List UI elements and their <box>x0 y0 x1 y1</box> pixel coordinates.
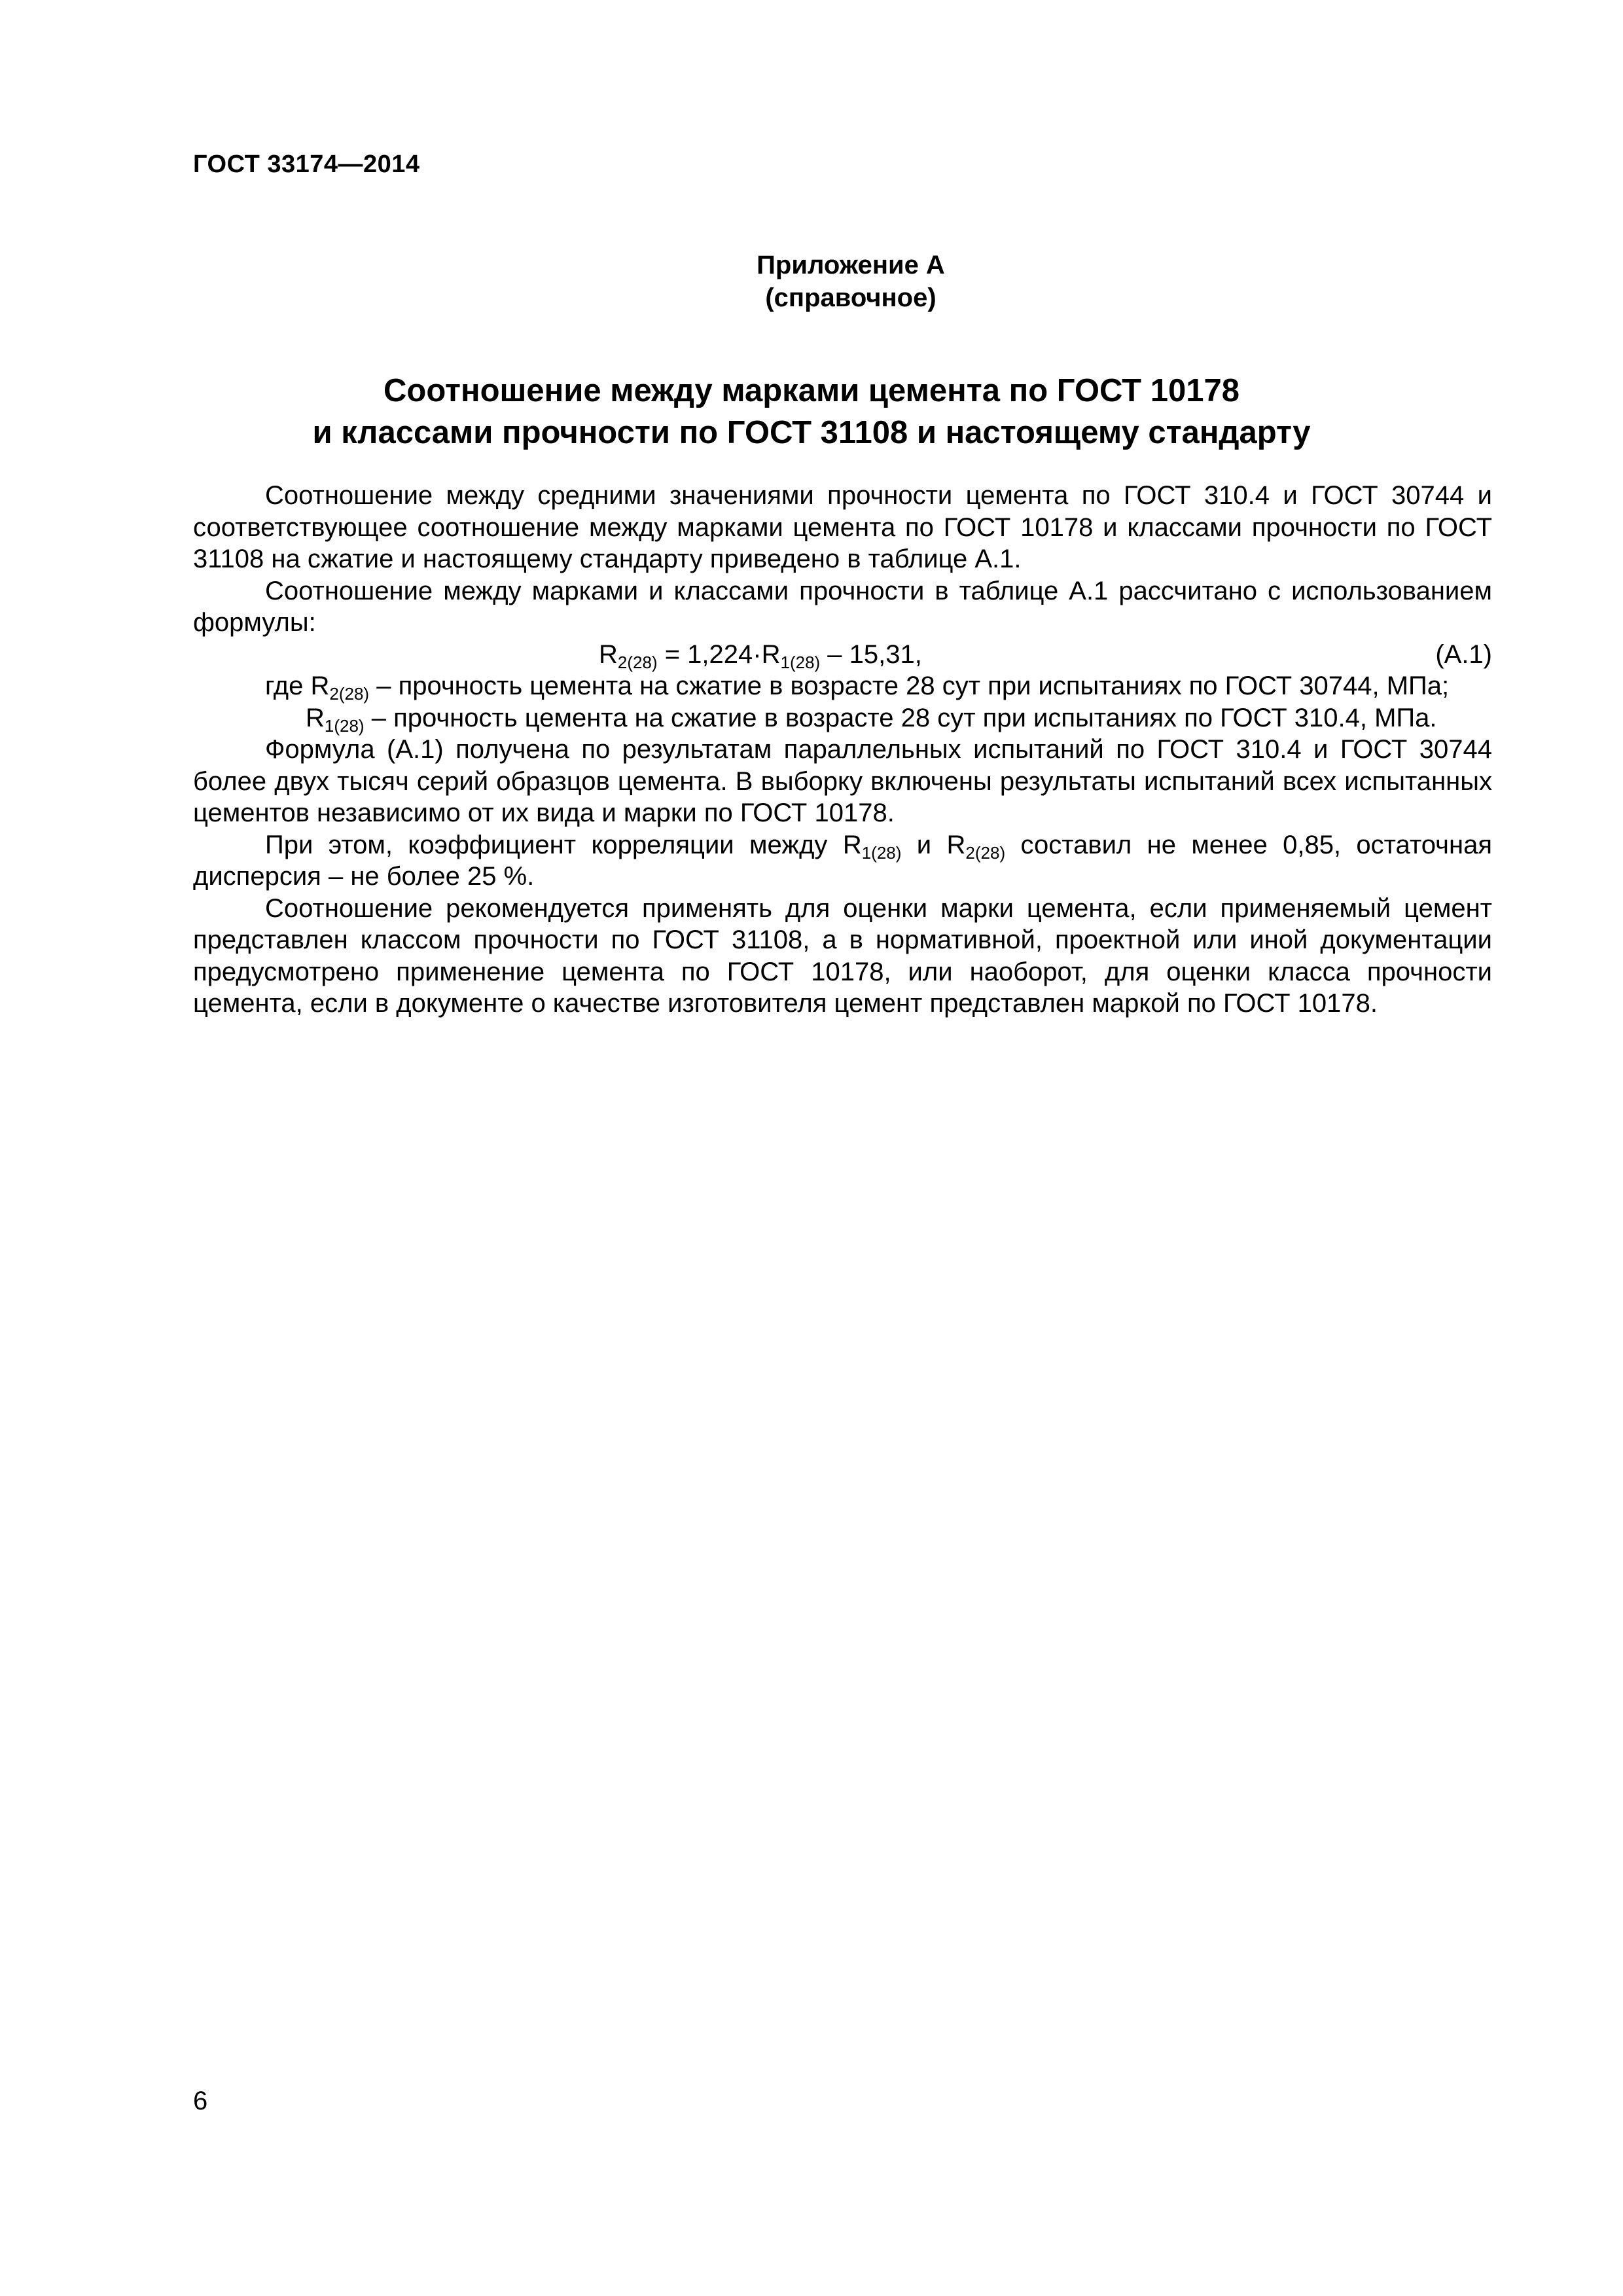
annex-heading-line-2: и классами прочности по ГОСТ 31108 и настоящему стандарту <box>312 415 1311 450</box>
formula-tail: – 15,31, <box>820 639 922 669</box>
paragraph-4-sub-2: 2(28) <box>965 842 1006 863</box>
where-definition-r1 <box>193 702 1492 734</box>
page-number: 6 <box>193 2087 208 2115</box>
formula-eq: = 1,224·R <box>657 639 781 669</box>
where-r1-prefix: R <box>306 703 325 732</box>
paragraph-4-part-3: составил не менее 0,85, остаточная дисперсия – не более 25 %. <box>193 830 1492 891</box>
annex-type: (справочное) <box>765 283 936 312</box>
where-r1-text: – прочность цемента на сжатие в возрасте 28 сут при испытаниях по ГОСТ 310.4, МПа. <box>364 703 1437 732</box>
formula-expression <box>599 639 922 671</box>
paragraph-4-sub-1: 1(28) <box>861 842 902 863</box>
annex-heading-line-1: Соотношение между марками цемента по ГОСТ 10178 <box>383 373 1240 408</box>
paragraph-4 <box>193 829 1492 893</box>
paragraph-3: Формула (А.1) получена по результатам параллельных испытаний по ГОСТ 310.4 и ГОСТ 30744 более двух тысяч серий образцов цемента. В выборку включены результаты испытаний всех испытанных цементов независимо от их вида и марки по ГОСТ 10178. <box>193 735 1492 827</box>
annex-heading <box>0 370 1623 454</box>
annex-title: Приложение А <box>757 251 945 279</box>
where-definition-r2 <box>193 670 1492 702</box>
paragraph-2: Соотношение между марками и классами прочности в таблице А.1 рассчитано с использованием формулы: <box>193 576 1492 637</box>
formula-a1 <box>193 639 1492 671</box>
formula-number: (А.1) <box>1435 639 1492 669</box>
document-code-header: ГОСТ 33174—2014 <box>193 151 420 178</box>
where-r2-prefix: где R <box>265 672 330 700</box>
where-r2-text: – прочность цемента на сжатие в возрасте 28 сут при испытаниях по ГОСТ 30744, МПа; <box>369 672 1450 700</box>
paragraph-1: Соотношение между средними значениями прочности цемента по ГОСТ 310.4 и ГОСТ 30744 и соответствующее соотношение между марками цемента по ГОСТ 10178 и классами прочности по ГОСТ 31108 на сжатие и настоящему стандарту приведено в таблице А.1. <box>193 481 1492 573</box>
where-r2-sub: 2(28) <box>329 684 370 704</box>
formula-sub-left: 2(28) <box>617 652 658 672</box>
paragraph-4-part-1: При этом, коэффициент корреляции между R <box>265 830 862 859</box>
paragraph-5: Соотношение рекомендуется применять для оценки марки цемента, если применяемый цемент представлен классом прочности по ГОСТ 31108, а в нормативной, проектной или иной документации предусмотрено применение цемента по ГОСТ 10178, или наоборот, для оценки класса прочности цемента, если в документе о качестве изготовителя цемент представлен маркой по ГОСТ 10178. <box>193 893 1492 1018</box>
document-body <box>193 480 1492 1020</box>
formula-r: R <box>599 639 618 669</box>
paragraph-4-part-2: и R <box>901 830 966 859</box>
formula-sub-right: 1(28) <box>780 652 821 672</box>
where-r1-sub: 1(28) <box>324 715 365 736</box>
